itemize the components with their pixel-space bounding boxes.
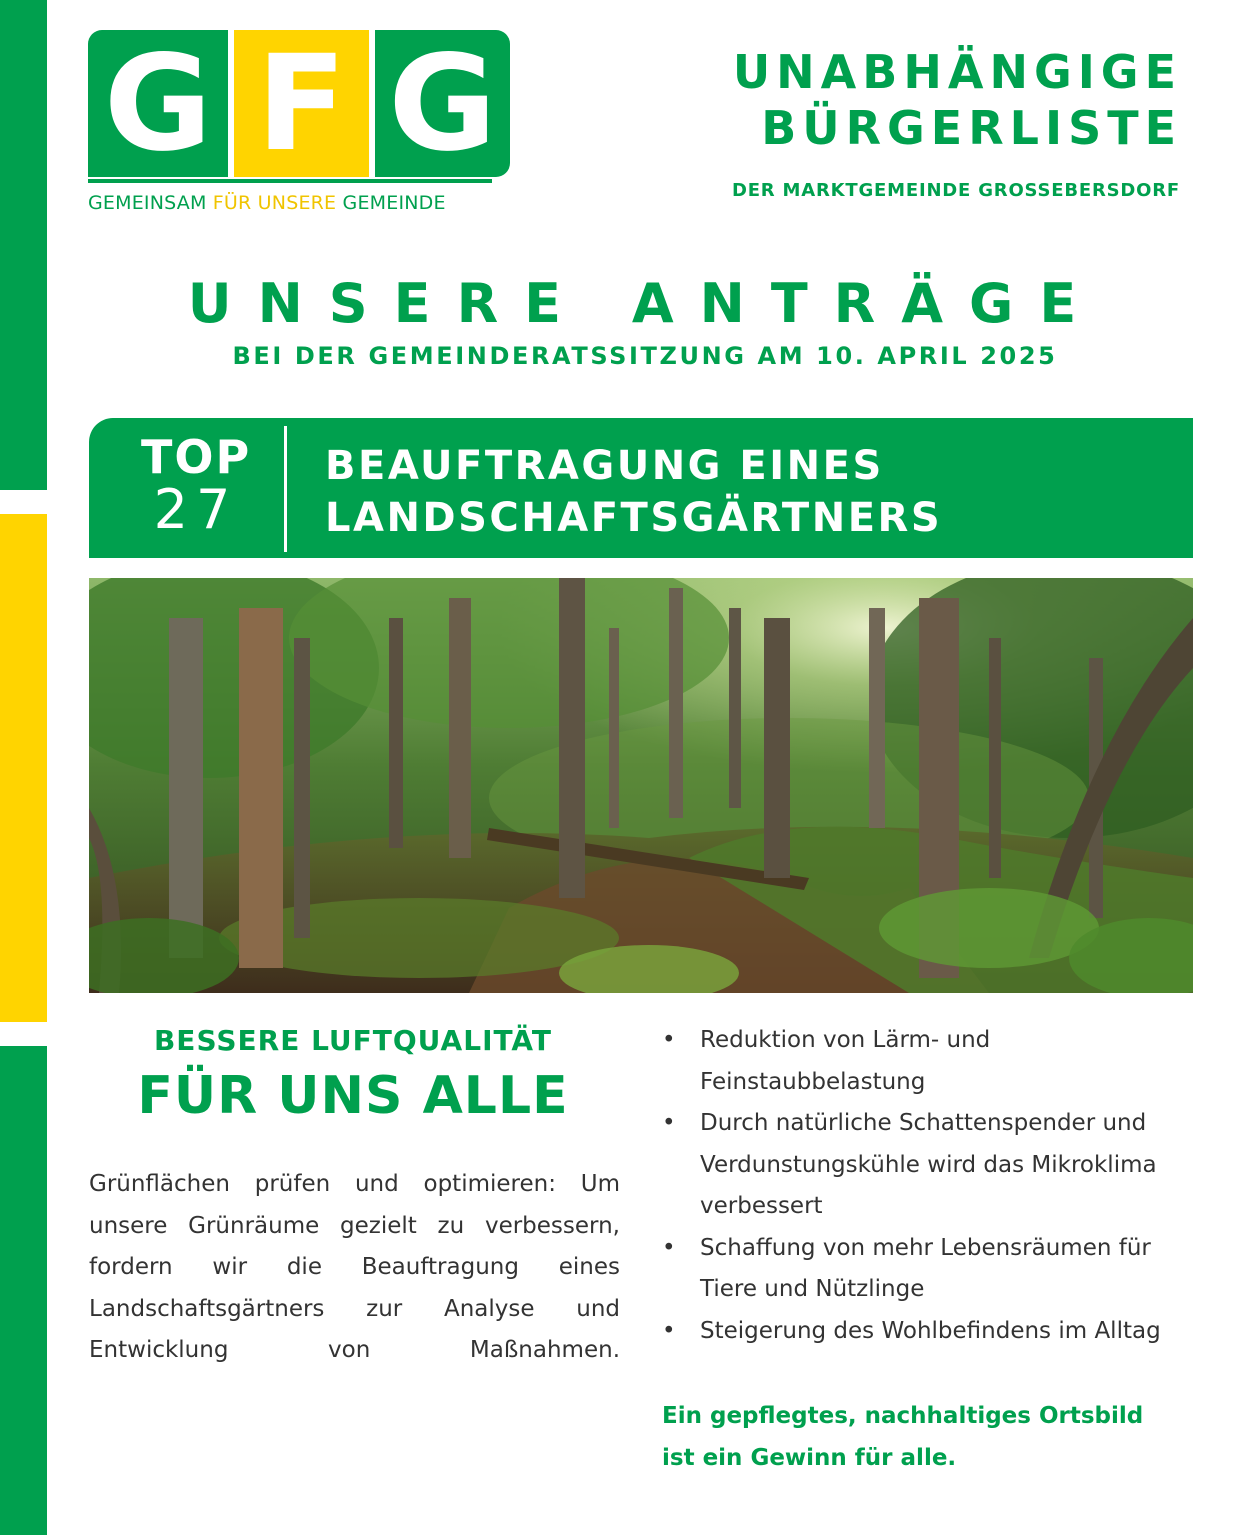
page-title: UNSERE ANTRÄGE (187, 272, 1103, 335)
sidebar-stripe-green-top (0, 0, 47, 490)
agenda-title (325, 440, 942, 544)
forest-image (89, 578, 1193, 993)
logo-tagline-part-2: FÜR UNSERE (212, 192, 337, 214)
logo-tagline (88, 192, 512, 214)
closing-statement (662, 1396, 1143, 1479)
page-subtitle: BEI DER GEMEINDERATSSITZUNG AM 10. APRIL 2025 (232, 342, 1058, 370)
agenda-title-line-2: LANDSCHAFTSGÄRTNERS (325, 495, 943, 541)
list-item: • Steigerung des Wohlbefindens im Alltag (662, 1311, 1192, 1353)
org-subtitle: DER MARKTGEMEINDE GROSSEBERSDORF (731, 180, 1180, 201)
org-name (733, 44, 1182, 156)
list-item: • Schaffung von mehr Lebensräumen für Tiere und Nützlinge (662, 1228, 1192, 1311)
org-name-line-1: UNABHÄNGIGE (732, 45, 1182, 99)
list-item: • Durch natürliche Schattenspender und Verdunstungskühle wird das Mikroklima verbessert (662, 1103, 1192, 1228)
agenda-top-number: 27 (153, 478, 239, 541)
logo-letter-g-left: G (88, 30, 228, 177)
banner-divider (284, 426, 287, 552)
logo-tagline-part-3: GEMEINDE (342, 192, 446, 214)
list-item: • Reduktion von Lärm- und Feinstaubbelastung (662, 1020, 1192, 1103)
section-kicker: BESSERE LUFTQUALITÄT (153, 1024, 553, 1057)
benefits-list (662, 1020, 1192, 1352)
section-headline: FÜR UNS ALLE (137, 1066, 569, 1126)
closing-line-2: ist ein Gewinn für alle. (662, 1444, 957, 1471)
gfg-logo (88, 26, 512, 220)
sidebar-stripe-yellow (0, 514, 47, 1022)
logo-letter-f: F (234, 30, 369, 177)
section-body: Grünflächen prüfen und optimieren: Um unsere Grünräume gezielt zu verbessern, fordern wir die Beauftragung eines Landschaftsgärtners zur Analyse und Entwicklung von Maßnahmen. (89, 1171, 620, 1363)
logo-tagline-part-1: GEMEINSAM (88, 192, 207, 214)
agenda-title-line-1: BEAUFTRAGUNG EINES (325, 443, 884, 489)
agenda-top-label: TOP (141, 430, 252, 484)
sidebar-stripe-green-bottom (0, 1046, 47, 1535)
closing-line-1: Ein gepflegtes, nachhaltiges Ortsbild (662, 1403, 1144, 1429)
agenda-banner (89, 418, 1193, 558)
org-name-line-2: BÜRGERLISTE (761, 101, 1182, 155)
forest-photo (89, 578, 1193, 993)
logo-letter-g-right: G (375, 30, 510, 177)
